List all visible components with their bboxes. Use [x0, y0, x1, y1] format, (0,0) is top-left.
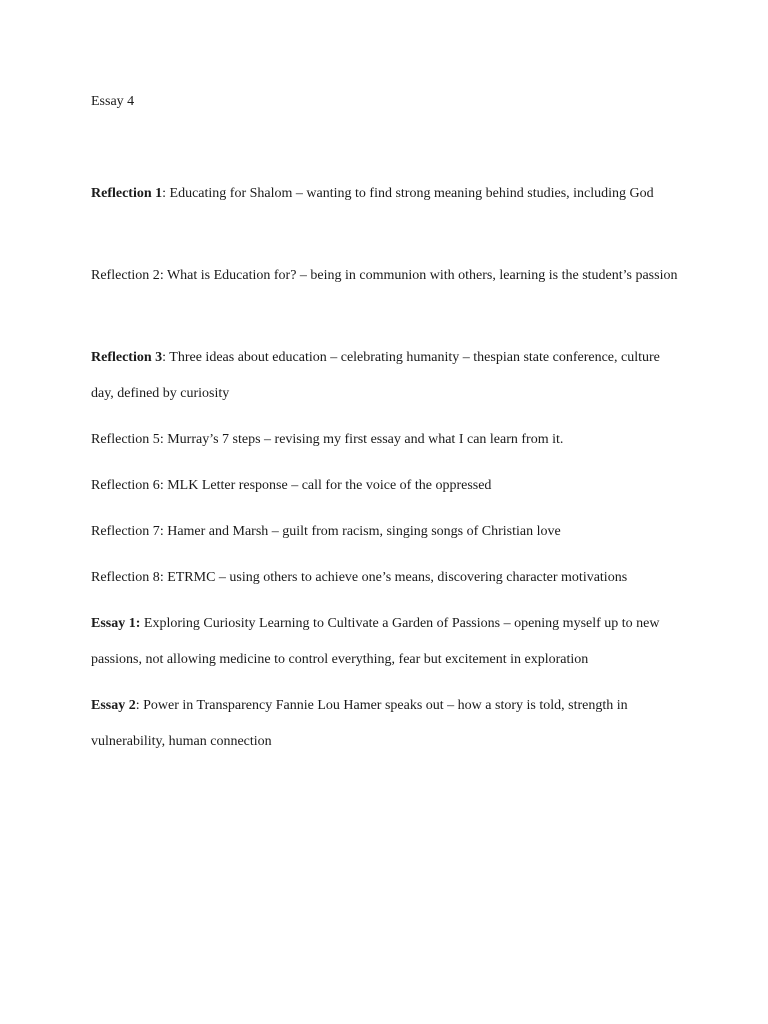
reflection-1-entry	[91, 176, 681, 212]
reflection-7-text: : Hamer and Marsh – guilt from racism, singing songs of Christian love	[159, 524, 561, 539]
reflection-8-entry	[91, 560, 681, 596]
reflection-6-label: Reflection 6	[91, 478, 160, 493]
reflection-3-text: : Three ideas about education – celebrating humanity – thespian state conference, culture day, defined by curiosity	[91, 350, 660, 401]
reflection-5-entry	[91, 422, 681, 458]
essay-2-entry	[91, 688, 681, 760]
reflection-1-text: : Educating for Shalom – wanting to find strong meaning behind studies, including God	[162, 186, 654, 201]
reflection-3-label: Reflection 3	[91, 350, 163, 365]
reflection-3-entry	[91, 340, 681, 412]
essay-1-text: Exploring Curiosity Learning to Cultivate a Garden of Passions – opening myself up to new passions, not allowing medicine to control everything, fear but excitement in exploration	[91, 616, 660, 667]
reflection-2-entry	[91, 258, 681, 294]
reflection-7-label: Reflection 7	[91, 524, 160, 539]
reflection-5-label: Reflection 5	[91, 432, 160, 447]
reflection-1-label: Reflection 1	[91, 186, 163, 201]
reflection-2-text: : What is Education for? – being in communion with others, learning is the student’s passion	[159, 268, 678, 283]
reflection-8-text: : ETRMC – using others to achieve one’s means, discovering character motivations	[159, 570, 628, 585]
reflection-8-label: Reflection 8	[91, 570, 160, 585]
essay-1-entry	[91, 606, 681, 678]
essay-2-text: : Power in Transparency Fannie Lou Hamer speaks out – how a story is told, strength in vulnerability, human connection	[91, 698, 628, 749]
reflection-6-text: : MLK Letter response – call for the voice of the oppressed	[159, 478, 492, 493]
essay-2-label: Essay 2	[91, 698, 136, 713]
reflection-6-entry	[91, 468, 681, 504]
reflection-5-text: : Murray’s 7 steps – revising my first essay and what I can learn from it.	[159, 432, 564, 447]
reflection-2-label: Reflection 2	[91, 268, 160, 283]
essay-1-label: Essay 1:	[91, 616, 141, 631]
document-title: Essay 4	[91, 94, 135, 109]
reflection-7-entry	[91, 514, 681, 550]
